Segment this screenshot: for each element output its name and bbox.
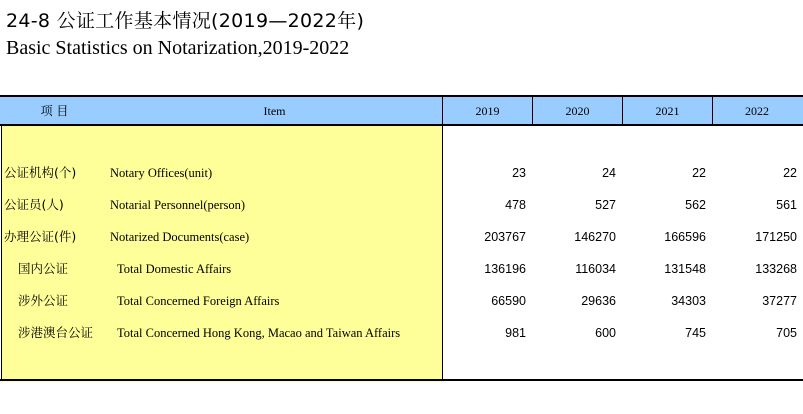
statistics-table (0, 95, 803, 382)
row-label-en: Total Concerned Hong Kong, Macao and Taiwan Affairs (117, 326, 401, 340)
cell-2019: 23 (512, 166, 526, 180)
cell-2020: 527 (595, 198, 616, 212)
row-label-cn: 国内公证 (18, 261, 69, 276)
cell-2022: 561 (776, 198, 797, 212)
header-year-2019: 2019 (475, 104, 500, 118)
cell-2021: 22 (692, 166, 706, 180)
title-chinese: 24-8 公证工作基本情况(2019—2022年) (6, 10, 365, 32)
cell-2019: 203767 (484, 230, 526, 244)
cell-2020: 146270 (574, 230, 616, 244)
header-year-2022: 2022 (745, 104, 769, 118)
title-english: Basic Statistics on Notarization,2019-2022 (6, 37, 350, 59)
row-label-en: Notarized Documents(case) (110, 230, 250, 244)
cell-2022: 22 (783, 166, 797, 180)
cell-2022: 133268 (755, 262, 797, 276)
header-item-cn: 项 目 (40, 104, 69, 118)
row-label-cn: 公证机构(个) (4, 165, 77, 180)
row-label-en: Notary Offices(unit) (110, 166, 213, 180)
table-row (0, 163, 803, 183)
cell-2021: 166596 (664, 230, 706, 244)
cell-2019: 136196 (484, 262, 526, 276)
cell-2020: 600 (595, 326, 616, 340)
row-label-cn: 涉外公证 (18, 293, 69, 308)
table-row (0, 323, 803, 343)
row-label-en: Total Domestic Affairs (117, 262, 232, 276)
row-label-en: Notarial Personnel(person) (110, 198, 246, 212)
table-row (0, 259, 803, 279)
cell-2021: 745 (685, 326, 706, 340)
cell-2019: 66590 (491, 294, 526, 308)
cell-2020: 116034 (575, 262, 616, 276)
row-label-cn: 公证员(人) (4, 197, 64, 212)
header-year-2020: 2020 (565, 104, 590, 118)
table-header (0, 95, 803, 126)
cell-2021: 562 (685, 198, 706, 212)
cell-2020: 24 (602, 166, 616, 180)
row-label-cn: 办理公证(件) (4, 229, 77, 244)
cell-2022: 171250 (755, 230, 797, 244)
row-label-en: Total Concerned Foreign Affairs (117, 294, 280, 308)
cell-2019: 478 (505, 198, 526, 212)
cell-2020: 29636 (581, 294, 616, 308)
cell-2022: 37277 (762, 294, 797, 308)
table-row (0, 291, 803, 311)
header-item-en: Item (263, 104, 286, 118)
row-label-cn: 涉港澳台公证 (18, 325, 94, 340)
bottom-rule (0, 379, 803, 381)
cell-2022: 705 (776, 326, 797, 340)
table-row (0, 227, 803, 247)
cell-2021: 34303 (671, 294, 706, 308)
header-year-2021: 2021 (655, 104, 680, 118)
table-row (0, 195, 803, 215)
cell-2021: 131548 (664, 262, 706, 276)
cell-2019: 981 (505, 326, 526, 340)
